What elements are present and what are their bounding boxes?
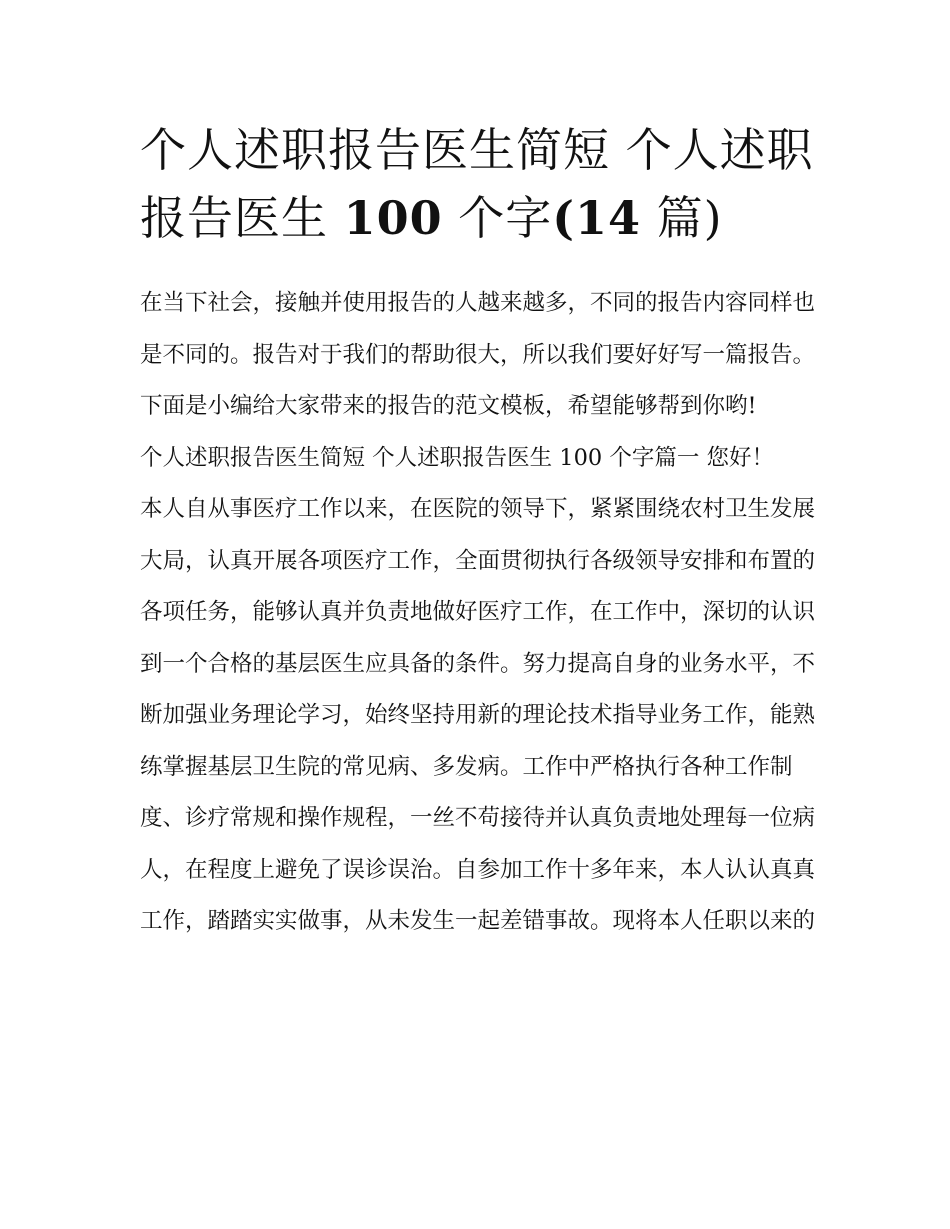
document-body	[140, 278, 815, 948]
title-text: 个人述职报告医生简短 个人述职报告医生	[140, 123, 814, 245]
body-paragraph: 本人自从事医疗工作以来，在医院的领导下，紧紧围绕农村卫生发展大局，认真开展各项医疗工作，全面贯彻执行各级领导安排和布置的各项任务，能够认真并负责地做好医疗工作，在工作中，深切的认识到一个合格的基层医生应具备的条件。努力提高自身的业务水平，不断加强业务理论学习，始终坚持用新的理论技术指导业务工作，能熟练掌握基层卫生院的常见病、多发病。工作中严格执行各种工作制度、诊疗常规和操作规程，一丝不苟接待并认真负责地处理每一位病人，在程度上避免了误诊误治。自参加工作十多年来，本人认认真真工作，踏踏实实做事，从未发生一起差错事故。现将本人任职以来的	[140, 496, 816, 934]
title-number: 100	[343, 191, 443, 245]
title-text-suffix: 个字	[442, 191, 553, 245]
document-title	[140, 116, 820, 252]
title-count: (14	[552, 191, 642, 245]
title-count-suffix: 篇)	[641, 191, 723, 245]
section-heading-paragraph: 个人述职报告医生简短 个人述职报告医生 100 个字篇一 您好！	[140, 444, 775, 471]
intro-paragraph: 在当下社会，接触并使用报告的人越来越多，不同的报告内容同样也是不同的。报告对于我们的帮助很大，所以我们要好好写一篇报告。下面是小编给大家带来的报告的范文模板，希望能够帮到你哟!	[140, 290, 816, 419]
